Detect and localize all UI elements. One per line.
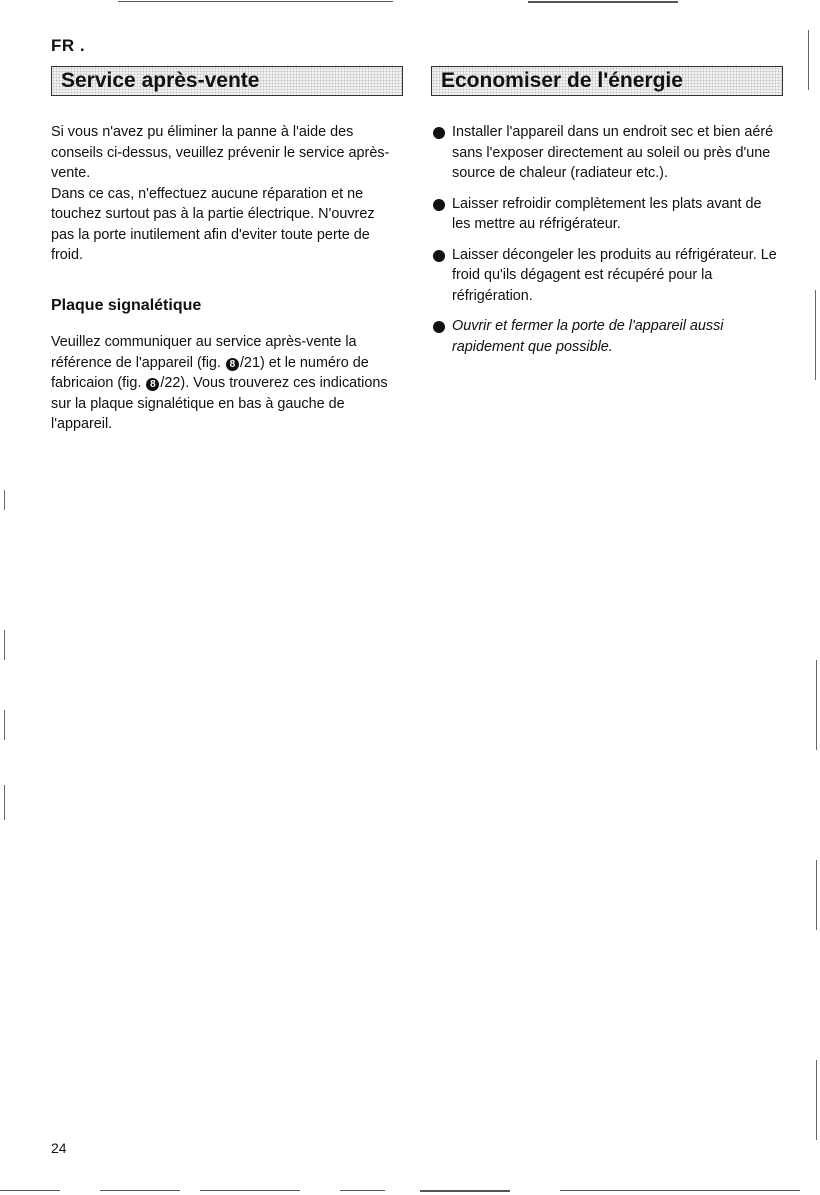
service-paragraph-2: Dans ce cas, n'effectuez aucune réparation et ne touchez surtout pas à la partie électrique. N'ouvrez pas la porte inutilement afin d'eviter toute perte de froid. <box>51 185 375 263</box>
plate-text-1: Veuillez communiquer au service après-vente la référence de l'appareil (fig. <box>51 334 357 371</box>
scan-edge-line <box>4 630 5 660</box>
energy-heading-box <box>431 66 783 96</box>
top-rule-left <box>118 1 393 2</box>
left-column <box>51 122 401 435</box>
page-number: 24 <box>51 1140 67 1156</box>
energy-heading: Economiser de l'énergie <box>441 69 683 92</box>
scan-edge-line <box>816 1060 817 1140</box>
language-code: FR . <box>51 36 86 55</box>
bottom-rule <box>560 1190 800 1191</box>
list-item <box>431 316 783 357</box>
service-paragraph-1: Si vous n'avez pu éliminer la panne à l'aide des conseils ci-dessus, veuillez prévenir le service après-vente. <box>51 124 390 181</box>
tip-text: Laisser décongeler les produits au réfrigérateur. Le froid qu'ils dégagent est récupéré pour la réfrigération. <box>452 246 777 304</box>
bottom-rule <box>100 1190 180 1191</box>
plate-text-3: /22). Vous trouverez ces indications sur la plaque signalétique en bas à gauche de l'appareil. <box>51 375 388 432</box>
bottom-rule <box>0 1190 60 1191</box>
tip-text: Installer l'appareil dans un endroit sec et bien aéré sans l'exposer directement au soleil ou près d'une source de chaleur (radiateur etc.). <box>452 124 774 181</box>
plate-paragraph <box>51 332 401 435</box>
bottom-rule <box>200 1190 300 1191</box>
figure-number-icon: 8 <box>146 378 159 391</box>
bullet-icon <box>433 321 445 333</box>
scan-edge-line <box>4 490 5 510</box>
scan-edge-line <box>816 660 817 750</box>
bullet-icon <box>433 127 445 139</box>
scan-edge-line <box>808 30 809 90</box>
plate-subheading: Plaque signalétique <box>51 296 202 314</box>
list-item <box>431 245 783 307</box>
scan-edge-line <box>4 785 5 820</box>
service-heading: Service après-vente <box>61 69 260 92</box>
service-heading-box <box>51 66 403 96</box>
bullet-icon <box>433 250 445 262</box>
plate-text-2: /21) et le numéro de fabricaion (fig. <box>51 354 369 391</box>
scan-edge-line <box>816 860 817 930</box>
right-column <box>431 122 783 367</box>
list-item <box>431 194 783 235</box>
bottom-rule <box>420 1190 510 1192</box>
tip-text: Ouvrir et fermer la porte de l'appareil aussi rapidement que possible. <box>452 318 724 355</box>
list-item <box>431 122 783 184</box>
scan-edge-line <box>815 290 816 380</box>
bottom-rule <box>340 1190 385 1191</box>
tip-text: Laisser refroidir complètement les plats avant de les mettre au réfrigérateur. <box>452 195 762 232</box>
top-rule-right <box>528 1 678 3</box>
bullet-icon <box>433 199 445 211</box>
scan-edge-line <box>4 710 5 740</box>
energy-tips-list <box>431 122 783 357</box>
figure-number-icon: 8 <box>226 358 239 371</box>
